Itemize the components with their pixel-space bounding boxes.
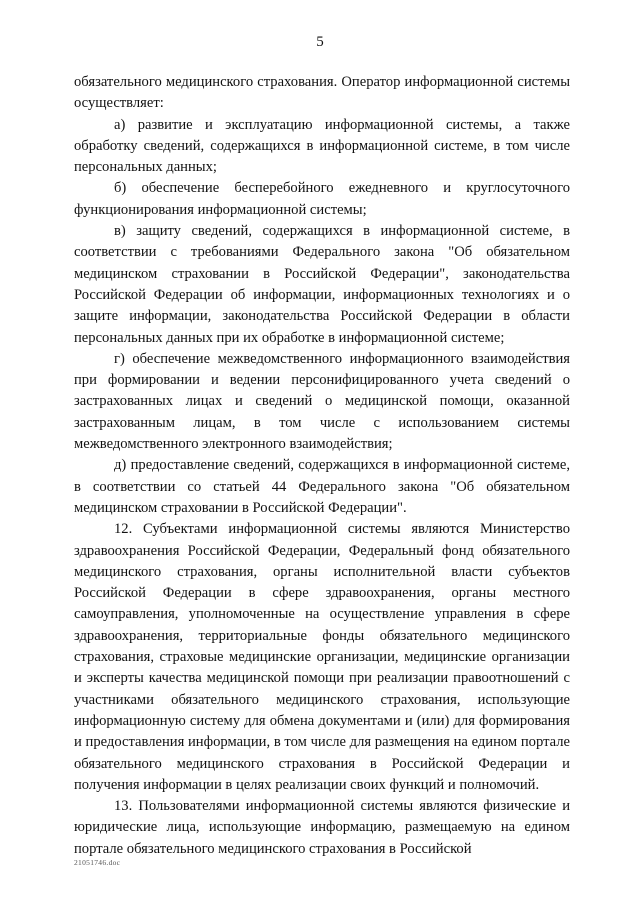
page-number: 5: [316, 34, 324, 50]
paragraph-operator-intro: обязательного медицинского страхования. Оператор информационной системы осуществляет:: [74, 74, 570, 112]
document-body: [74, 72, 570, 860]
paragraph-12-subjects: 12. Субъектами информационной системы являются Министерство здравоохранения Российской Федерации, Федеральный фонд обязательного медицинского страхования, органы исполнительной власти субъектов Российской Федерации в сфере здравоохранения, органы местного самоуправления, уполномоченные на осуществление управления в сфере здравоохранения, территориальные фонды обязательного медицинского страхования, страховые медицинские организации, медицинские организации и эксперты качества медицинской помощи при реализации правоотношений с участниками обязательного медицинского страхования, использующие информационную систему для обмена документами и (или) для формирования и предоставления информации, в том числе для размещения на едином портале обязательного медицинского страхования в Российской Федерации и получения информации в целях реализации своих функций и полномочий.: [74, 521, 570, 793]
paragraph-item-d: д) предоставление сведений, содержащихся в информационной системе, в соответствии со статьей 44 Федерального закона "Об обязательном медицинском страховании в Российской Федерации".: [74, 457, 570, 516]
paragraph-item-a: а) развитие и эксплуатацию информационной системы, а также обработку сведений, содержащихся в информационной системе, в том числе персональных данных;: [74, 116, 570, 176]
paragraph-13-users: 13. Пользователями информационной системы являются физические и юридические лица, использующие информацию, размещаемую на едином портале обязательного медицинского страхования в Российской: [74, 798, 570, 857]
paragraph-item-b: б) обеспечение бесперебойного ежедневного и круглосуточного функционирования информационной системы;: [74, 180, 570, 218]
paragraph-item-v: в) защиту сведений, содержащихся в информационной системе, в соответствии с требованиями Федерального закона "Об обязательном медицинском страховании в Российской Федерации", законодательства Российской Федерации об информации, информационных технологиях и о защите информации, законодательства Российской Федерации в области персональных данных при их обработке в информационной системе;: [74, 223, 570, 346]
document-footer-code: 21051746.doc: [74, 858, 121, 867]
paragraph-item-g: г) обеспечение межведомственного информационного взаимодействия при формировании и ведении персонифицированного учета сведений о застрахованных лицах и сведений о медицинской помощи, оказанной застрахованным лицам, в том числе с использованием системы межведомственного электронного взаимодействия;: [74, 350, 570, 453]
